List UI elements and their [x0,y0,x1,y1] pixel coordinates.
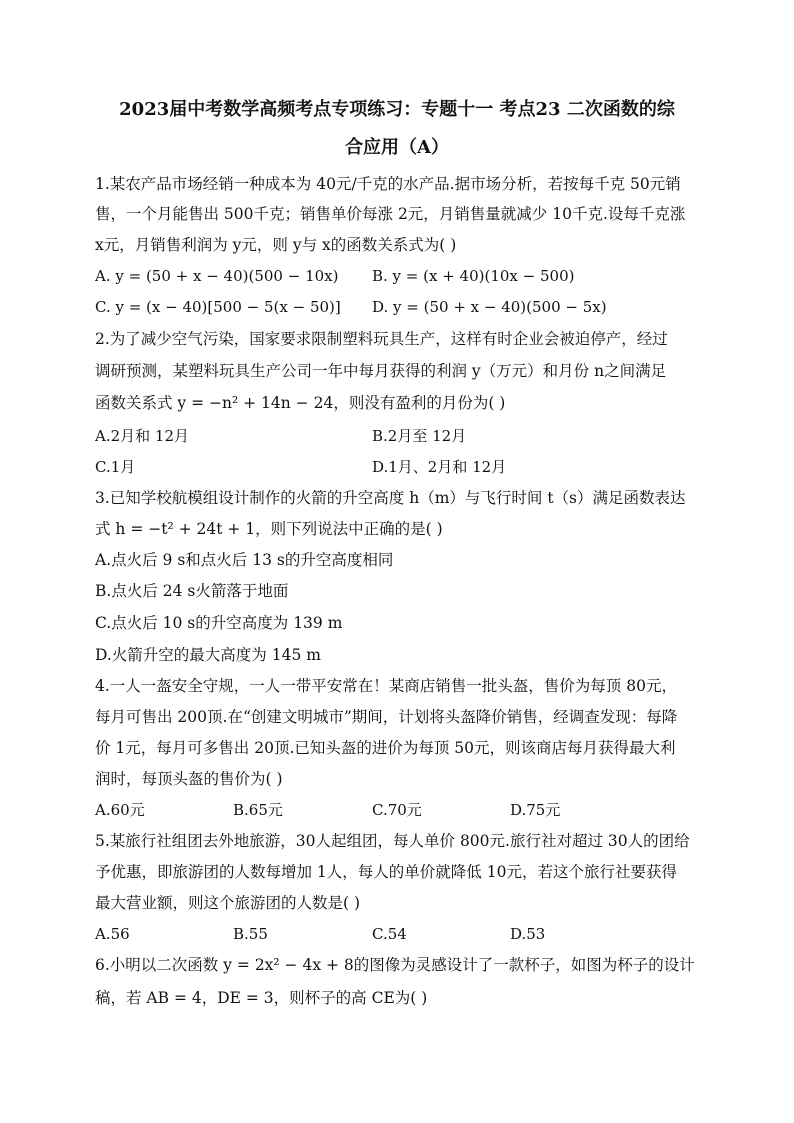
q4-text-line2: 每月可售出 200顶.在“创建文明城市”期间，计划将头盔降价销售，经调查发现：每降 [95,708,678,726]
q2-option-d: D.1月、2月和 12月 [372,458,507,476]
q3-option-c: C.点火后 10 s的升空高度为 139 m [95,614,343,632]
q2-text-line3: 函数关系式 y = −n² + 14n − 24，则没有盈利的月份为( ) [95,394,506,412]
document-title-line2: 合应用（A） [345,137,449,158]
q4-option-c: C.70元 [372,801,422,819]
q5-option-c: C.54 [372,925,407,943]
q6-text-line1: 6.小明以二次函数 y = 2x² − 4x + 8的图像为灵感设计了一款杯子，如图为杯子的设计 [95,956,695,974]
q3-option-d: D.火箭升空的最大高度为 145 m [95,646,321,664]
q4-text-line3: 价 1元，每月可多售出 20顶.已知头盔的进价为每顶 50元，则该商店每月获得最大利 [95,739,676,757]
q1-option-d: D. y = (50 + x − 40)(500 − 5x) [372,298,607,316]
q5-text-line1: 5.某旅行社组团去外地旅游，30人起组团，每人单价 800元.旅行社对超过 30人的团给 [95,832,690,850]
document-title-line1: 2023届中考数学高频考点专项练习：专题十一 考点23 二次函数的综 [119,99,675,120]
q1-text-line2: 售，一个月能售出 500千克；销售单价每涨 2元，月销售量就减少 10千克.设每千克涨 [95,205,686,223]
q1-option-a: A. y = (50 + x − 40)(500 − 10x) [95,267,339,285]
q2-option-a: A.2月和 12月 [95,427,189,445]
q1-text-line1: 1.某农产品市场经销一种成本为 40元/千克的水产品.据市场分析，若按每千克 50元销 [95,175,681,193]
q2-text-line1: 2.为了减少空气污染，国家要求限制塑料玩具生产，这样有时企业会被迫停产，经过 [95,330,668,348]
q3-text-line2: 式 h = −t² + 24t + 1，则下列说法中正确的是( ) [95,520,443,538]
q2-option-c: C.1月 [95,458,136,476]
q2-text-line2: 调研预测，某塑料玩具生产公司一年中每月获得的利润 y（万元）和月份 n之间满足 [95,362,667,380]
q1-option-b: B. y = (x + 40)(10x − 500) [372,267,575,285]
q2-option-b: B.2月至 12月 [372,427,467,445]
q5-text-line2: 予优惠，即旅游团的人数每增加 1人，每人的单价就降低 10元，若这个旅行社要获得 [95,863,677,881]
q4-option-d: D.75元 [510,801,561,819]
q4-option-b: B.65元 [233,801,283,819]
q3-text-line1: 3.已知学校航模组设计制作的火箭的升空高度 h（m）与飞行时间 t（s）满足函数表达 [95,489,686,507]
q4-option-a: A.60元 [95,801,145,819]
q5-text-line3: 最大营业额，则这个旅游团的人数是( ) [95,894,361,912]
q3-option-a: A.点火后 9 s和点火后 13 s的升空高度相同 [95,551,394,569]
q6-text-line2: 稿，若 AB = 4，DE = 3，则杯子的高 CE为( ) [95,989,428,1007]
q5-option-b: B.55 [233,925,268,943]
q5-option-a: A.56 [95,925,130,943]
q4-text-line1: 4.一人一盔安全守规，一人一带平安常在！某商店销售一批头盔，售价为每顶 80元， [95,677,677,695]
q3-option-b: B.点火后 24 s火箭落于地面 [95,582,289,600]
q1-text-line3: x元，月销售利润为 y元，则 y与 x的函数关系式为( ) [95,236,457,254]
q1-option-c: C. y = (x − 40)[500 − 5(x − 50)] [95,298,341,316]
q4-text-line4: 润时，每顶头盔的售价为( ) [95,770,283,788]
q5-option-d: D.53 [510,925,546,943]
